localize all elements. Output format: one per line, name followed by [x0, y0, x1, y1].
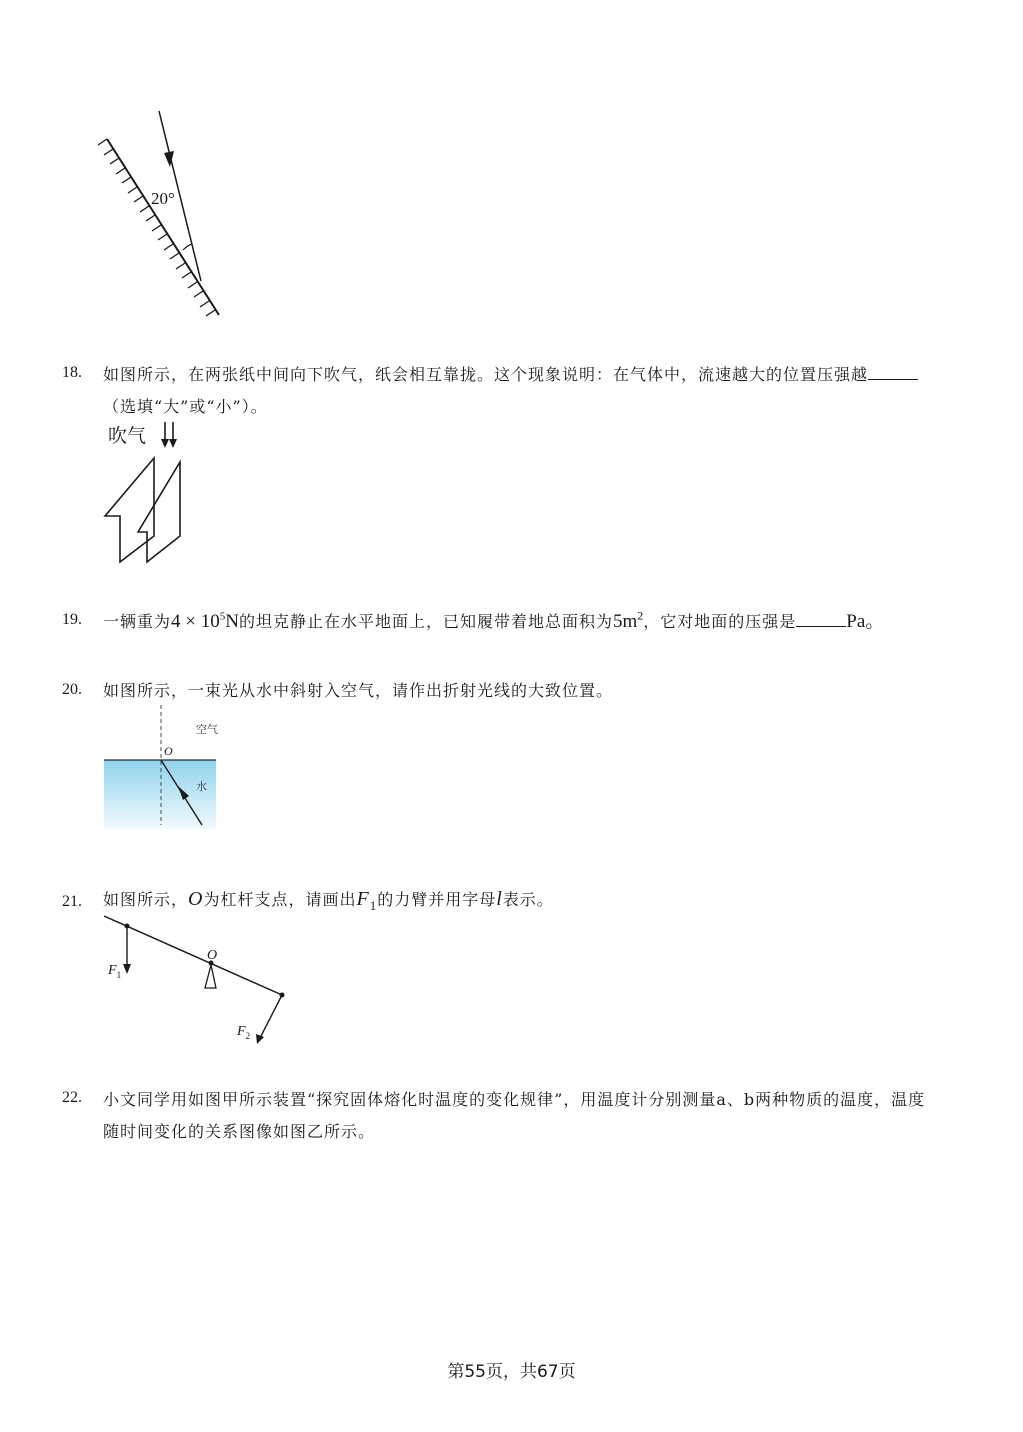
text-segment: ，它对地面的压强是: [643, 612, 797, 631]
question-text: 小文同学用如图甲所示装置“探究固体熔化时温度的变化规律”，用温度计分别测量a、b两种物质的温度，温度: [103, 1090, 926, 1109]
force-letter: F: [356, 888, 370, 910]
water-body: [104, 760, 216, 829]
down-arrows-icon: [161, 422, 177, 448]
question-number: 19.: [62, 611, 82, 628]
answer-blank[interactable]: [796, 612, 846, 627]
f1-label: $F_1$: [108, 963, 122, 980]
area-exponent: 2: [637, 608, 644, 623]
air-label: 空气: [196, 724, 218, 736]
mirror-hatching: [98, 139, 215, 316]
question-text: 如图所示，一束光从水中斜射入空气，请作出折射光线的大致位置。: [103, 681, 614, 700]
area-base: 5m: [612, 611, 638, 632]
angle-label: 20°: [151, 189, 175, 208]
weight-base: 4 × 10: [171, 611, 220, 632]
arm-symbol: l: [496, 888, 503, 910]
question-text: 随时间变化的关系图像如图乙所示。: [103, 1122, 376, 1141]
point-o-label: O: [164, 744, 173, 758]
f2-force-line: [260, 995, 282, 1038]
unit-label: Pa。: [846, 611, 885, 632]
question-text: [103, 606, 884, 633]
question-text: [103, 887, 554, 914]
weight-exponent: 5: [219, 610, 226, 623]
fulcrum-symbol: O: [188, 888, 204, 910]
text-segment: 一辆重为: [103, 612, 172, 631]
blow-label: 吹气: [108, 426, 147, 447]
question-text: [103, 362, 918, 385]
f2-arrow-icon: [256, 1034, 264, 1044]
area-value: [612, 608, 644, 632]
refraction-figure: [104, 703, 219, 829]
weight-value: [171, 611, 239, 632]
fulcrum-triangle: [205, 965, 216, 988]
angle-arc: [183, 244, 192, 250]
water-label: 水: [196, 781, 207, 793]
text-segment: 表示。: [502, 890, 554, 909]
text-segment: 为杠杆支点，请画出: [203, 890, 357, 909]
question-number: 21.: [62, 893, 82, 910]
question-text: （选填“大”或“小”）。: [103, 397, 268, 416]
text-segment: 的力臂并用字母: [377, 890, 497, 909]
question-number: 22.: [62, 1089, 82, 1106]
weight-unit: N: [225, 611, 239, 632]
text-segment: 如图所示，: [103, 890, 189, 909]
force-symbol: [356, 888, 378, 913]
f2-label: $F_2$: [237, 1024, 251, 1041]
blow-paper-figure: [100, 418, 190, 568]
text-segment: 的坦克静止在水平地面上，已知履带着地总面积为: [238, 612, 613, 631]
force-subscript: 1: [369, 898, 378, 913]
mirror-surface: [107, 139, 219, 315]
lever-bar: [104, 916, 282, 995]
lever-figure: [100, 912, 290, 1047]
page-number: 第55页，共67页: [447, 1362, 576, 1382]
fulcrum-label: O: [207, 948, 218, 963]
question-number: 18.: [62, 364, 82, 381]
mirror-ray-figure: [95, 105, 235, 325]
answer-blank[interactable]: [868, 365, 918, 380]
paper-sheets: [105, 458, 180, 562]
f1-arrow-icon: [123, 964, 131, 974]
question-number: 20.: [62, 681, 82, 698]
question-line: 如图所示，在两张纸中间向下吹气，纸会相互靠拢。这个现象说明：在气体中，流速越大的位置压强越: [103, 365, 869, 384]
